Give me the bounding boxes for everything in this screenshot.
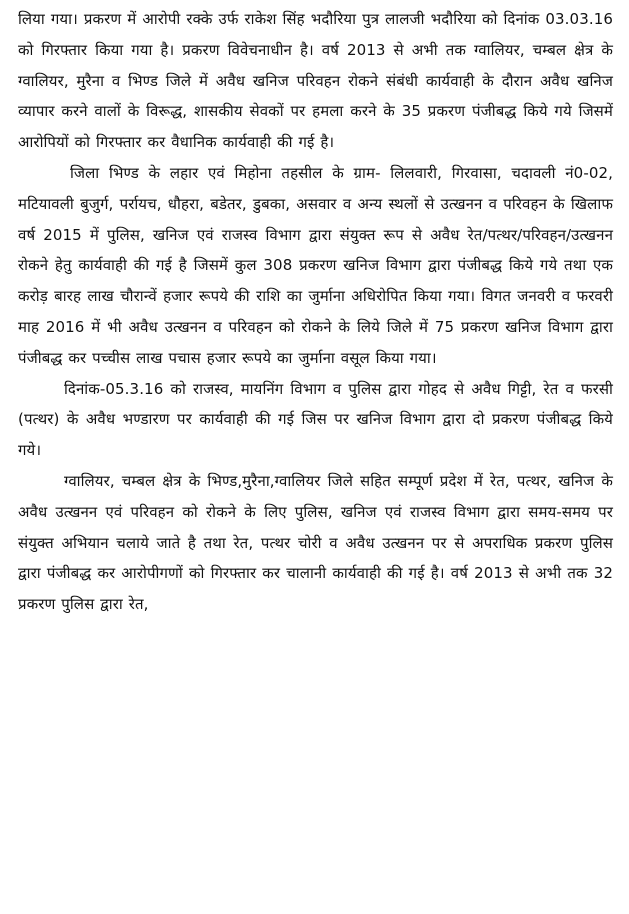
paragraph-state-wide-campaigns: ग्वालियर, चम्बल क्षेत्र के भिण्ड,मुरैना,ग्वालियर जिले सहित सम्पूर्ण प्रदेश में रेत, पत्थर, खनिज के अवैध उत्खनन एवं परिवहन को रोकने के लिए पुलिस, खनिज एवं राजस्व विभाग द्वारा समय-समय पर संयुक्त अभियान चलाये जाते है तथा रेत, पत्थर चोरी व अवैध उत्खनन पर से अपराधिक प्रकरण पुलिस द्वारा पंजीबद्ध कर आरोपीगणों को गिरफ्तार कर चालानी कार्यवाही की गई है। वर्ष 2013 से अभी तक 32 प्रकरण पुलिस द्वारा रेत, — [18, 471, 613, 614]
paragraph-arrest-and-assault-cases: लिया गया। प्रकरण में आरोपी रक्के उर्फ राकेश सिंह भदौरिया पुत्र लालजी भदौरिया को दिनांक 03.03.16 को गिरफ्तार किया गया है। प्रकरण विवेचनाधीन है। वर्ष 2013 से अभी तक ग्वालियर, चम्बल क्षेत्र के ग्वालियर, मुरैना व भिण्ड जिले में अवैध खनिज परिवहन रोकने संबंधी कार्यवाही के दौरान अवैध खनिज व्यापार करने वालों के विरूद्ध, शासकीय सेवकों पर हमला करने के 35 प्रकरण पंजीबद्ध किये गये जिसमें आरोपियों को गिरफ्तार कर वैधानिक कार्यवाही की गई है। — [18, 10, 613, 152]
paragraph-gohad-storage-action: दिनांक-05.3.16 को राजस्व, मायनिंग विभाग व पुलिस द्वारा गोहद से अवैध गिट्टी, रेत व फरसी (पत्थर) के अवैध भण्डारण पर कार्यवाही की गई जिस पर खनिज विभाग द्वारा दो प्रकरण पंजीबद्ध किये गये। — [18, 379, 613, 460]
paragraph-bhind-joint-action-2015: जिला भिण्ड के लहार एवं मिहोना तहसील के ग्राम- लिलवारी, गिरवासा, चदावली नं0-02, मटियावली बुजुर्ग, पर्रायच, धौहरा, बडेतर, डुबका, असवार व अन्य स्थलों से उत्खनन व परिवहन के खिलाफ वर्ष 2015 में पुलिस, खनिज एवं राजस्व विभाग द्वारा संयुक्त रूप से अवैध रेत/पत्थर/परिवहन/उत्खनन रोकने हेतु कार्यवाही की गई है जिसमें कुल 308 प्रकरण खनिज विभाग द्वारा पंजीबद्ध किये गये तथा एक करोड़ बारह लाख चौरान्वें हजार रूपये की राशि का जुर्माना अधिरोपित किया गया। विगत जनवरी व फरवरी माह 2016 में भी अवैध उत्खनन व परिवहन को रोकने के लिये जिले में 75 प्रकरण खनिज विभाग द्वारा पंजीबद्ध कर पच्चीस लाख पचास हजार रूपये का जुर्माना वसूल किया गया। — [18, 163, 613, 367]
